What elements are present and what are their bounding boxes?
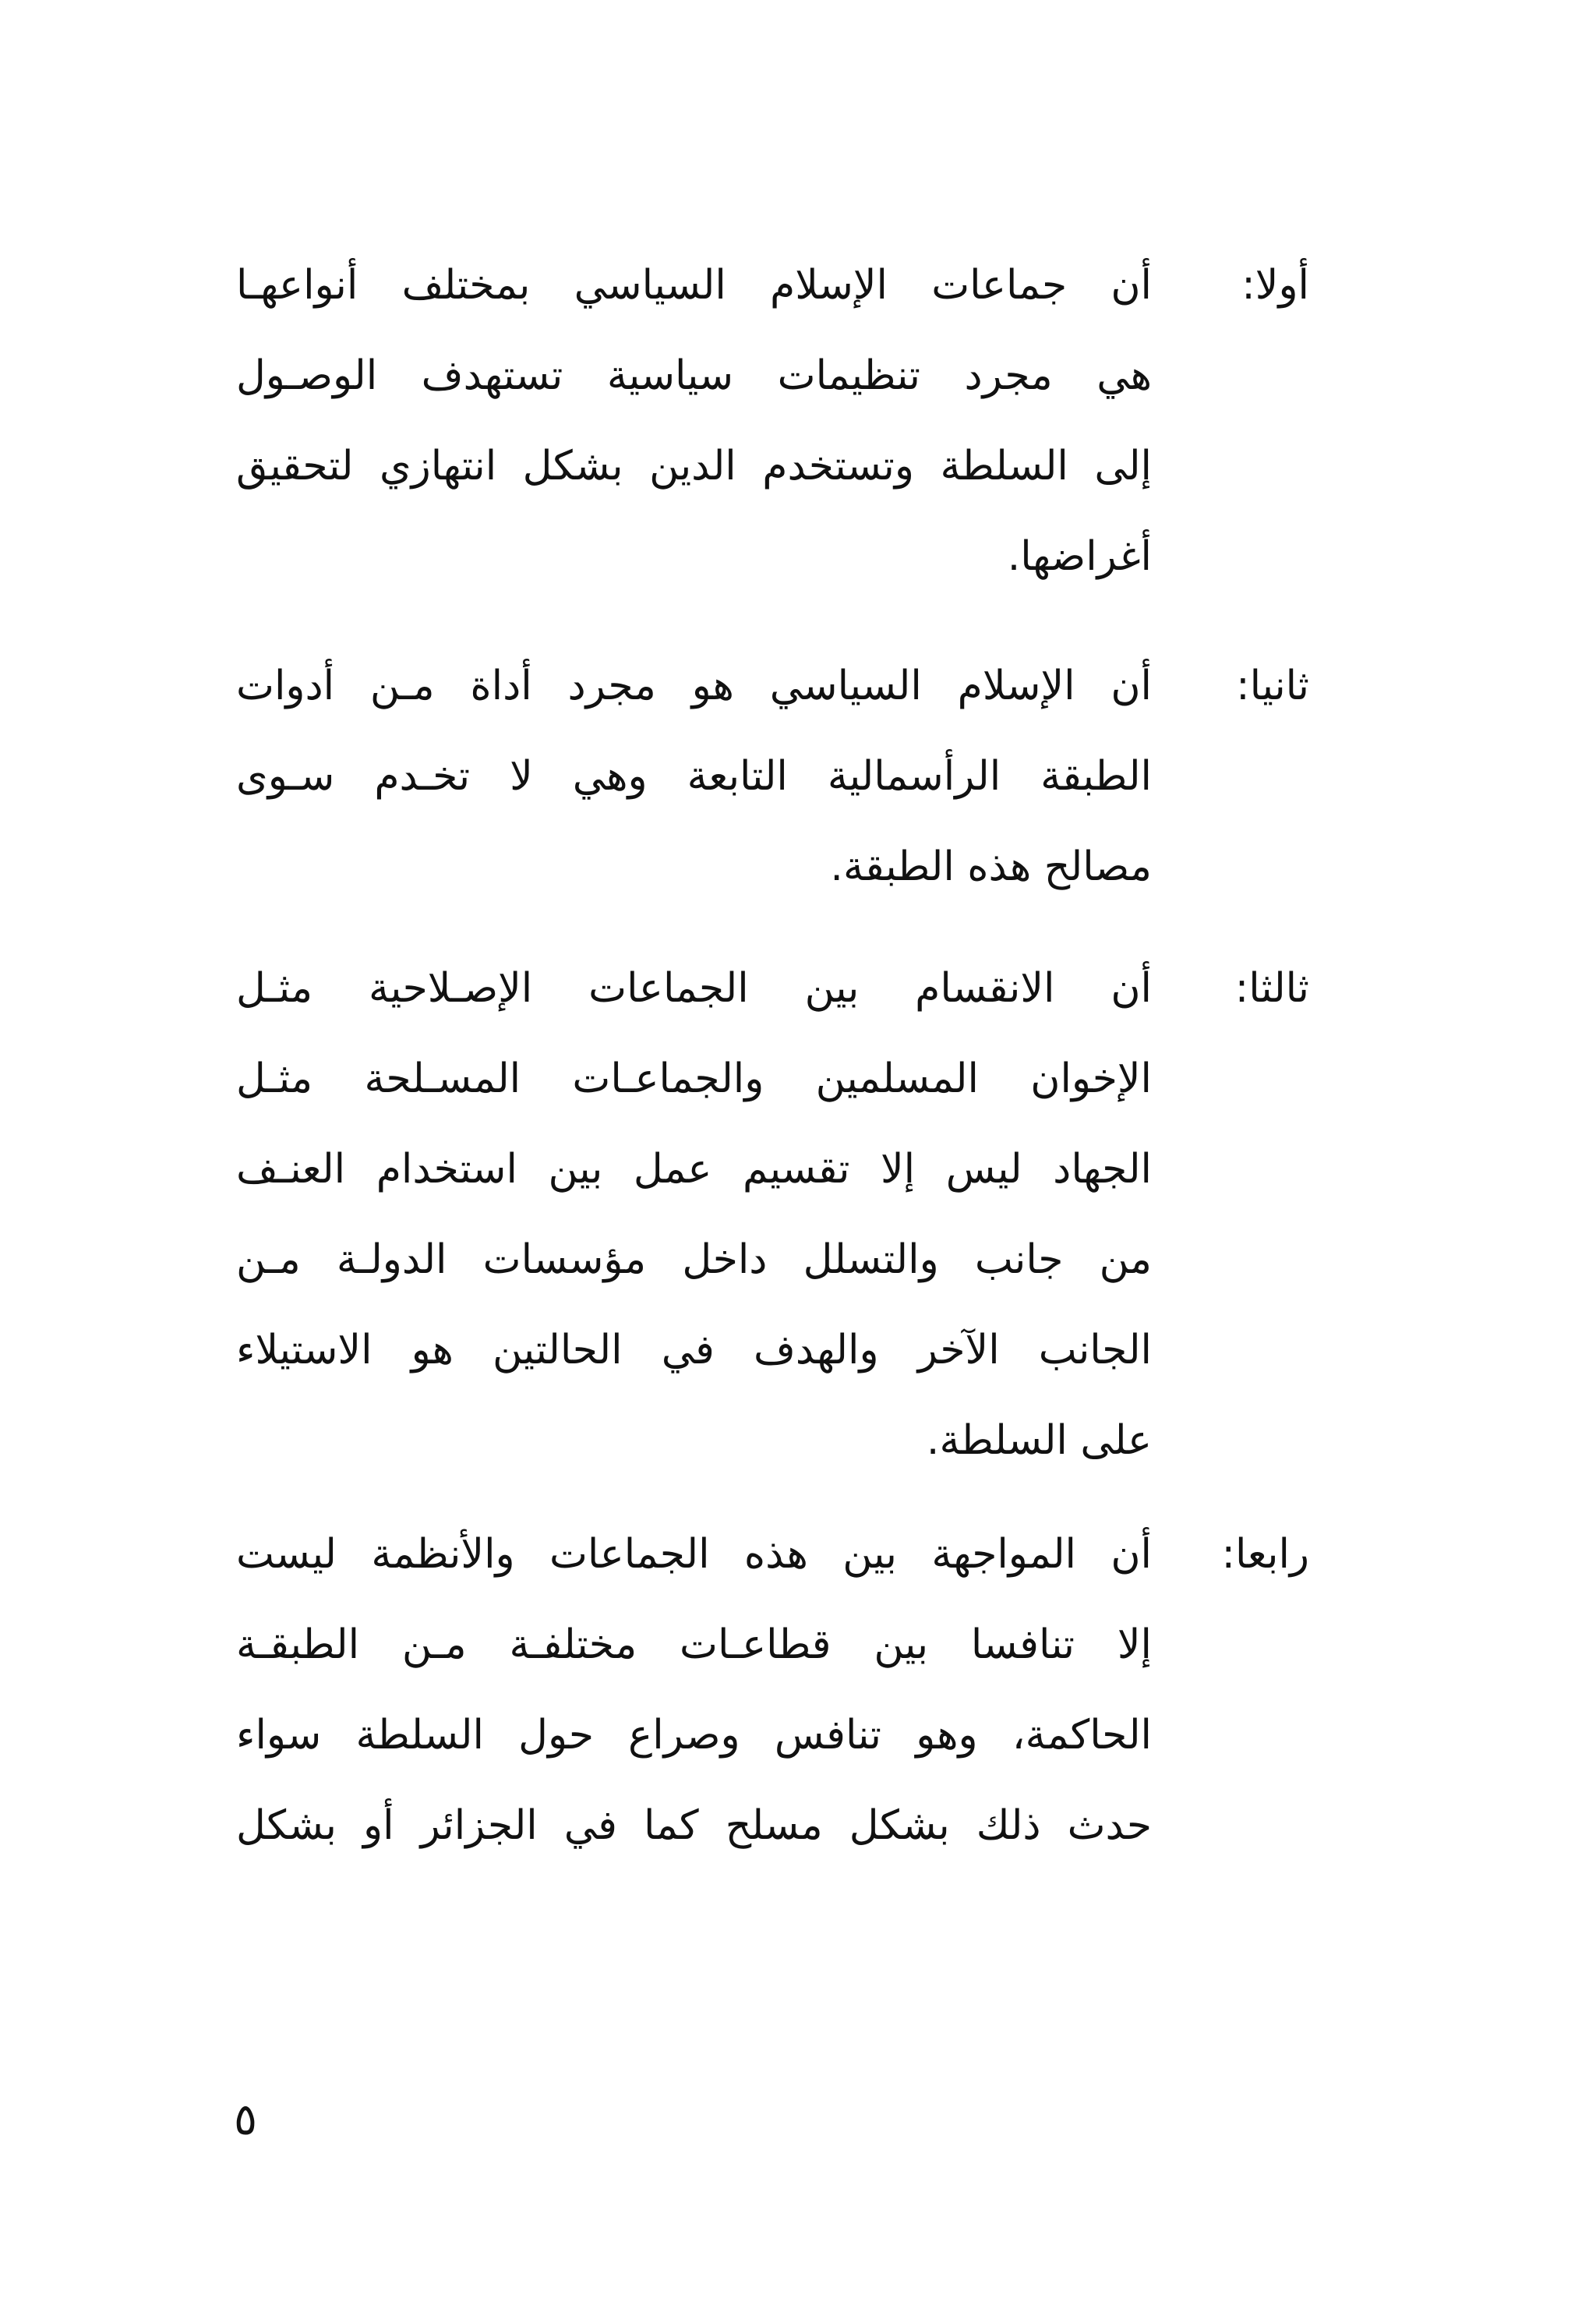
- text-line: على السلطة.: [926, 1417, 1152, 1464]
- text-line: أن جماعات الإسلام السياسي بمختلف أنواعهـا: [236, 262, 1152, 309]
- point-label: ثانيا:: [1236, 663, 1309, 709]
- text-line: من جانب والتسلل داخل مؤسسات الدولـة مـن: [236, 1236, 1152, 1283]
- text-line: إلا تنافسا بين قطاعـات مختلفـة مـن الطبقـة: [236, 1621, 1152, 1668]
- page-number: ٥: [234, 2095, 258, 2145]
- text-line: الحاكمة، وهو تنافس وصراع حول السلطة سواء: [236, 1712, 1152, 1759]
- text-line: أن الإسلام السياسي هو مجرد أداة مـن أدوات: [236, 663, 1152, 709]
- text-line: الطبقة الرأسمالية التابعة وهي لا تخـدم سـوى: [236, 753, 1152, 800]
- text-line: مصالح هذه الطبقة.: [830, 843, 1152, 890]
- point-text: [236, 1509, 1152, 1871]
- text-line: أن الانقسام بين الجماعات الإصـلاحية مثـل: [236, 965, 1152, 1012]
- text-line: الجانب الآخر والهدف في الحالتين هو الاستيلاء: [236, 1327, 1152, 1373]
- text-line: أن المواجهة بين هذه الجماعات والأنظمة ليست: [236, 1531, 1152, 1578]
- text-line: أغراضها.: [1007, 533, 1152, 580]
- point-label: ثالثا:: [1234, 965, 1309, 1012]
- point-text: [236, 240, 1152, 602]
- text-line: هي مجرد تنظيمات سياسية تستهدف الوصـول: [236, 352, 1152, 399]
- text-line: إلى السلطة وتستخدم الدين بشكل انتهازي لتحقيق: [236, 443, 1152, 490]
- point-label: أولا:: [1241, 262, 1309, 309]
- text-line: الجهاد ليس إلا تقسيم عمل بين استخدام العنـف: [236, 1146, 1152, 1193]
- point-text: [236, 641, 1152, 912]
- text-line: حدث ذلك بشكل مسلح كما في الجزائر أو بشكل: [236, 1802, 1152, 1849]
- text-line: الإخوان المسلمين والجماعـات المسـلحة مثـل: [236, 1055, 1152, 1102]
- point-text: [236, 943, 1152, 1486]
- point-label: رابعا:: [1221, 1531, 1309, 1578]
